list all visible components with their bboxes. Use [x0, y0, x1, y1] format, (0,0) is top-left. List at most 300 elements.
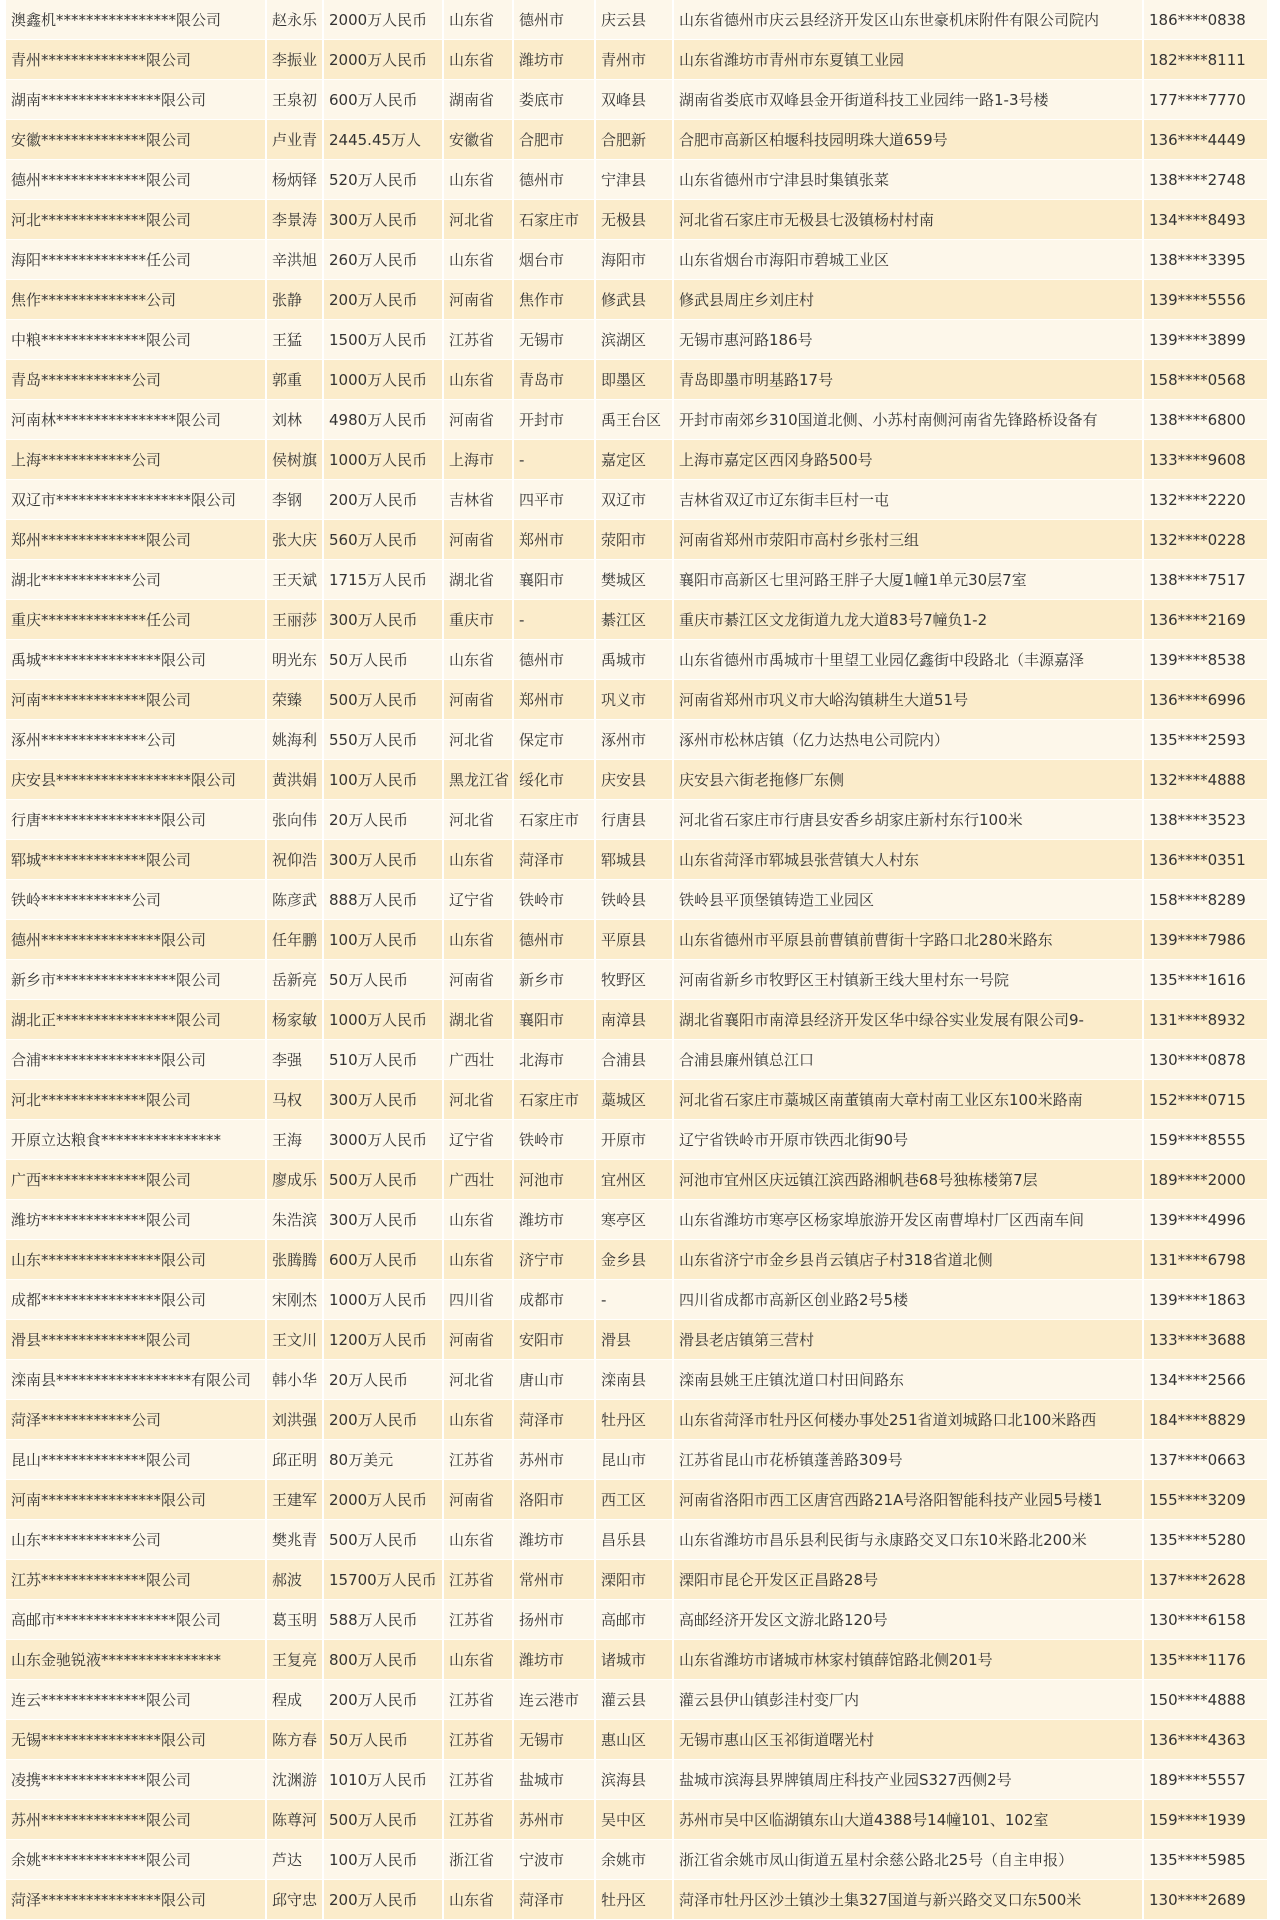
company-name-cell: 郓城**************限公司 [6, 840, 266, 880]
district-cell: 余姚市 [595, 1840, 673, 1880]
table-row [6, 1520, 1268, 1560]
city-cell: 绥化市 [513, 760, 595, 800]
district-cell: 滑县 [595, 1320, 673, 1360]
registered-capital-cell: 500万人民币 [323, 1800, 443, 1840]
address-cell: 山东省德州市庆云县经济开发区山东世豪机床附件有限公司院内 [673, 0, 1143, 40]
company-name-cell: 德州**************限公司 [6, 160, 266, 200]
city-cell: - [513, 440, 595, 480]
province-cell: 山东省 [443, 920, 513, 960]
address-cell: 山东省菏泽市郓城县张营镇大人村东 [673, 840, 1143, 880]
province-cell: 湖北省 [443, 1000, 513, 1040]
phone-cell: 133****3688 [1143, 1320, 1268, 1360]
city-cell: 德州市 [513, 0, 595, 40]
district-cell: 双辽市 [595, 480, 673, 520]
company-name-cell: 重庆**************任公司 [6, 600, 266, 640]
province-cell: 江苏省 [443, 1600, 513, 1640]
company-name-cell: 河北**************限公司 [6, 1080, 266, 1120]
address-cell: 滦南县姚王庄镇沈道口村田间路东 [673, 1360, 1143, 1400]
district-cell: 昆山市 [595, 1440, 673, 1480]
phone-cell: 138****7517 [1143, 560, 1268, 600]
legal-person-cell: 沈渊游 [266, 1760, 323, 1800]
legal-person-cell: 陈彦武 [266, 880, 323, 920]
legal-person-cell: 张静 [266, 280, 323, 320]
legal-person-cell: 卢业青 [266, 120, 323, 160]
address-cell: 修武县周庄乡刘庄村 [673, 280, 1143, 320]
phone-cell: 138****2748 [1143, 160, 1268, 200]
table-row [6, 40, 1268, 80]
district-cell: 藁城区 [595, 1080, 673, 1120]
registered-capital-cell: 1000万人民币 [323, 1000, 443, 1040]
legal-person-cell: 马权 [266, 1080, 323, 1120]
table-row [6, 480, 1268, 520]
address-cell: 开封市南郊乡310国道北侧、小苏村南侧河南省先锋路桥设备有 [673, 400, 1143, 440]
address-cell: 灌云县伊山镇彭洼村变厂内 [673, 1680, 1143, 1720]
legal-person-cell: 陈方春 [266, 1720, 323, 1760]
province-cell: 江苏省 [443, 1760, 513, 1800]
district-cell: 牡丹区 [595, 1400, 673, 1440]
table-row [6, 80, 1268, 120]
district-cell: 西工区 [595, 1480, 673, 1520]
registered-capital-cell: 1200万人民币 [323, 1320, 443, 1360]
table-row [6, 560, 1268, 600]
company-name-cell: 新乡市****************限公司 [6, 960, 266, 1000]
phone-cell: 139****5556 [1143, 280, 1268, 320]
province-cell: 山东省 [443, 160, 513, 200]
table-row [6, 1160, 1268, 1200]
table-row [6, 1040, 1268, 1080]
city-cell: 苏州市 [513, 1440, 595, 1480]
company-name-cell: 合浦****************限公司 [6, 1040, 266, 1080]
address-cell: 庆安县六街老拖修厂东侧 [673, 760, 1143, 800]
address-cell: 溧阳市昆仑开发区正昌路28号 [673, 1560, 1143, 1600]
address-cell: 山东省德州市禹城市十里望工业园亿鑫街中段路北（丰源嘉泽 [673, 640, 1143, 680]
company-name-cell: 双辽市******************限公司 [6, 480, 266, 520]
registered-capital-cell: 500万人民币 [323, 1160, 443, 1200]
legal-person-cell: 任年鹏 [266, 920, 323, 960]
address-cell: 山东省德州市宁津县时集镇张菜 [673, 160, 1143, 200]
province-cell: 山东省 [443, 640, 513, 680]
registered-capital-cell: 300万人民币 [323, 200, 443, 240]
city-cell: 郑州市 [513, 520, 595, 560]
registered-capital-cell: 300万人民币 [323, 600, 443, 640]
table-row [6, 840, 1268, 880]
legal-person-cell: 侯树旗 [266, 440, 323, 480]
table-row [6, 920, 1268, 960]
table-row [6, 120, 1268, 160]
legal-person-cell: 李景涛 [266, 200, 323, 240]
address-cell: 河南省新乡市牧野区王村镇新王线大里村东一号院 [673, 960, 1143, 1000]
legal-person-cell: 黄洪娟 [266, 760, 323, 800]
province-cell: 山东省 [443, 1520, 513, 1560]
registered-capital-cell: 510万人民币 [323, 1040, 443, 1080]
phone-cell: 135****5280 [1143, 1520, 1268, 1560]
registered-capital-cell: 600万人民币 [323, 1240, 443, 1280]
legal-person-cell: 辛洪旭 [266, 240, 323, 280]
city-cell: - [513, 600, 595, 640]
address-cell: 山东省潍坊市寒亭区杨家埠旅游开发区南曹埠村厂区西南车间 [673, 1200, 1143, 1240]
province-cell: 上海市 [443, 440, 513, 480]
city-cell: 石家庄市 [513, 1080, 595, 1120]
address-cell: 河池市宜州区庆远镇江滨西路湘帆巷68号独栋楼第7层 [673, 1160, 1143, 1200]
company-name-cell: 滑县**************限公司 [6, 1320, 266, 1360]
registered-capital-cell: 15700万人民币 [323, 1560, 443, 1600]
phone-cell: 133****9608 [1143, 440, 1268, 480]
table-row [6, 1360, 1268, 1400]
province-cell: 湖北省 [443, 560, 513, 600]
province-cell: 山东省 [443, 360, 513, 400]
company-name-cell: 禹城****************限公司 [6, 640, 266, 680]
district-cell: 惠山区 [595, 1720, 673, 1760]
legal-person-cell: 樊兆青 [266, 1520, 323, 1560]
city-cell: 新乡市 [513, 960, 595, 1000]
legal-person-cell: 张大庆 [266, 520, 323, 560]
province-cell: 辽宁省 [443, 1120, 513, 1160]
company-name-cell: 郑州**************限公司 [6, 520, 266, 560]
address-cell: 河南省郑州市巩义市大峪沟镇耕生大道51号 [673, 680, 1143, 720]
table-row [6, 1280, 1268, 1320]
legal-person-cell: 李强 [266, 1040, 323, 1080]
phone-cell: 159****8555 [1143, 1120, 1268, 1160]
company-name-cell: 德州****************限公司 [6, 920, 266, 960]
table-row [6, 1720, 1268, 1760]
province-cell: 广西壮 [443, 1160, 513, 1200]
legal-person-cell: 郝波 [266, 1560, 323, 1600]
table-row [6, 160, 1268, 200]
phone-cell: 131****8932 [1143, 1000, 1268, 1040]
legal-person-cell: 宋刚杰 [266, 1280, 323, 1320]
phone-cell: 135****1616 [1143, 960, 1268, 1000]
registered-capital-cell: 260万人民币 [323, 240, 443, 280]
table-row [6, 1480, 1268, 1520]
province-cell: 江苏省 [443, 1560, 513, 1600]
city-cell: 成都市 [513, 1280, 595, 1320]
district-cell: 青州市 [595, 40, 673, 80]
address-cell: 涿州市松林店镇（亿力达热电公司院内） [673, 720, 1143, 760]
registered-capital-cell: 20万人民币 [323, 1360, 443, 1400]
legal-person-cell: 杨炳铎 [266, 160, 323, 200]
registered-capital-cell: 100万人民币 [323, 760, 443, 800]
city-cell: 娄底市 [513, 80, 595, 120]
address-cell: 河南省洛阳市西工区唐宫西路21A号洛阳智能科技产业园5号楼1 [673, 1480, 1143, 1520]
registered-capital-cell: 100万人民币 [323, 920, 443, 960]
company-name-cell: 河南林****************限公司 [6, 400, 266, 440]
phone-cell: 137****2628 [1143, 1560, 1268, 1600]
phone-cell: 138****3395 [1143, 240, 1268, 280]
registered-capital-cell: 50万人民币 [323, 1720, 443, 1760]
legal-person-cell: 王文川 [266, 1320, 323, 1360]
phone-cell: 136****4449 [1143, 120, 1268, 160]
phone-cell: 135****5985 [1143, 1840, 1268, 1880]
phone-cell: 135****1176 [1143, 1640, 1268, 1680]
company-name-cell: 凌携**************限公司 [6, 1760, 266, 1800]
legal-person-cell: 王海 [266, 1120, 323, 1160]
city-cell: 常州市 [513, 1560, 595, 1600]
table-row [6, 1600, 1268, 1640]
table-row [6, 640, 1268, 680]
district-cell: 行唐县 [595, 800, 673, 840]
district-cell: 昌乐县 [595, 1520, 673, 1560]
city-cell: 四平市 [513, 480, 595, 520]
city-cell: 德州市 [513, 160, 595, 200]
registered-capital-cell: 1000万人民币 [323, 440, 443, 480]
legal-person-cell: 刘洪强 [266, 1400, 323, 1440]
legal-person-cell: 赵永乐 [266, 0, 323, 40]
city-cell: 无锡市 [513, 1720, 595, 1760]
city-cell: 铁岭市 [513, 880, 595, 920]
address-cell: 山东省德州市平原县前曹镇前曹街十字路口北280米路东 [673, 920, 1143, 960]
district-cell: 宁津县 [595, 160, 673, 200]
address-cell: 盐城市滨海县界牌镇周庄科技产业园S327西侧2号 [673, 1760, 1143, 1800]
company-name-cell: 无锡****************限公司 [6, 1720, 266, 1760]
address-cell: 浙江省余姚市凤山街道五星村余慈公路北25号（自主申报） [673, 1840, 1143, 1880]
address-cell: 合肥市高新区柏堰科技园明珠大道659号 [673, 120, 1143, 160]
company-name-cell: 庆安县******************限公司 [6, 760, 266, 800]
district-cell: 高邮市 [595, 1600, 673, 1640]
address-cell: 无锡市惠河路186号 [673, 320, 1143, 360]
city-cell: 潍坊市 [513, 1200, 595, 1240]
province-cell: 河北省 [443, 800, 513, 840]
district-cell: 滦南县 [595, 1360, 673, 1400]
company-name-cell: 湖北正****************限公司 [6, 1000, 266, 1040]
province-cell: 浙江省 [443, 1840, 513, 1880]
company-name-cell: 河北**************限公司 [6, 200, 266, 240]
table-row [6, 1240, 1268, 1280]
city-cell: 洛阳市 [513, 1480, 595, 1520]
address-cell: 上海市嘉定区西冈身路500号 [673, 440, 1143, 480]
registered-capital-cell: 100万人民币 [323, 1840, 443, 1880]
company-name-cell: 海阳**************任公司 [6, 240, 266, 280]
city-cell: 盐城市 [513, 1760, 595, 1800]
city-cell: 郑州市 [513, 680, 595, 720]
city-cell: 潍坊市 [513, 1640, 595, 1680]
table-row [6, 1800, 1268, 1840]
district-cell: 嘉定区 [595, 440, 673, 480]
table-row [6, 240, 1268, 280]
company-name-cell: 菏泽****************限公司 [6, 1880, 266, 1920]
district-cell: 禹王台区 [595, 400, 673, 440]
district-cell: 滨湖区 [595, 320, 673, 360]
city-cell: 安阳市 [513, 1320, 595, 1360]
legal-person-cell: 杨家敏 [266, 1000, 323, 1040]
district-cell: 南漳县 [595, 1000, 673, 1040]
company-name-cell: 涿州**************公司 [6, 720, 266, 760]
province-cell: 山东省 [443, 1400, 513, 1440]
district-cell: 金乡县 [595, 1240, 673, 1280]
table-row [6, 1080, 1268, 1120]
province-cell: 河南省 [443, 280, 513, 320]
company-name-cell: 成都****************限公司 [6, 1280, 266, 1320]
legal-person-cell: 李钢 [266, 480, 323, 520]
province-cell: 河北省 [443, 1360, 513, 1400]
city-cell: 合肥市 [513, 120, 595, 160]
province-cell: 江苏省 [443, 320, 513, 360]
table-row [6, 880, 1268, 920]
city-cell: 北海市 [513, 1040, 595, 1080]
address-cell: 高邮经济开发区文游北路120号 [673, 1600, 1143, 1640]
phone-cell: 132****2220 [1143, 480, 1268, 520]
address-cell: 湖南省娄底市双峰县金开街道科技工业园纬一路1-3号楼 [673, 80, 1143, 120]
address-cell: 山东省潍坊市青州市东夏镇工业园 [673, 40, 1143, 80]
registered-capital-cell: 200万人民币 [323, 1680, 443, 1720]
province-cell: 广西壮 [443, 1040, 513, 1080]
province-cell: 山东省 [443, 1200, 513, 1240]
registered-capital-cell: 800万人民币 [323, 1640, 443, 1680]
table-row [6, 680, 1268, 720]
phone-cell: 150****4888 [1143, 1680, 1268, 1720]
province-cell: 河南省 [443, 680, 513, 720]
province-cell: 河南省 [443, 960, 513, 1000]
company-name-cell: 河南****************限公司 [6, 1480, 266, 1520]
legal-person-cell: 荣臻 [266, 680, 323, 720]
phone-cell: 186****0838 [1143, 0, 1268, 40]
legal-person-cell: 程成 [266, 1680, 323, 1720]
table-row [6, 400, 1268, 440]
table-row [6, 1760, 1268, 1800]
legal-person-cell: 岳新亮 [266, 960, 323, 1000]
province-cell: 江苏省 [443, 1680, 513, 1720]
phone-cell: 130****6158 [1143, 1600, 1268, 1640]
phone-cell: 136****6996 [1143, 680, 1268, 720]
table-row [6, 1440, 1268, 1480]
address-cell: 河北省石家庄市无极县七汲镇杨村村南 [673, 200, 1143, 240]
registered-capital-cell: 550万人民币 [323, 720, 443, 760]
city-cell: 扬州市 [513, 1600, 595, 1640]
province-cell: 辽宁省 [443, 880, 513, 920]
province-cell: 山东省 [443, 240, 513, 280]
district-cell: 合浦县 [595, 1040, 673, 1080]
registered-capital-cell: 200万人民币 [323, 280, 443, 320]
district-cell: 平原县 [595, 920, 673, 960]
legal-person-cell: 邱正明 [266, 1440, 323, 1480]
city-cell: 潍坊市 [513, 1520, 595, 1560]
table-row [6, 720, 1268, 760]
table-row [6, 1400, 1268, 1440]
address-cell: 青岛即墨市明基路17号 [673, 360, 1143, 400]
registered-capital-cell: 50万人民币 [323, 640, 443, 680]
company-name-cell: 广西**************限公司 [6, 1160, 266, 1200]
city-cell: 青岛市 [513, 360, 595, 400]
district-cell: 吴中区 [595, 1800, 673, 1840]
registered-capital-cell: 300万人民币 [323, 1080, 443, 1120]
phone-cell: 132****4888 [1143, 760, 1268, 800]
table-row [6, 1000, 1268, 1040]
registered-capital-cell: 1000万人民币 [323, 1280, 443, 1320]
district-cell: 双峰县 [595, 80, 673, 120]
district-cell: 海阳市 [595, 240, 673, 280]
province-cell: 河北省 [443, 200, 513, 240]
phone-cell: 158****8289 [1143, 880, 1268, 920]
registered-capital-cell: 500万人民币 [323, 1520, 443, 1560]
district-cell: 宜州区 [595, 1160, 673, 1200]
company-name-cell: 潍坊**************限公司 [6, 1200, 266, 1240]
address-cell: 辽宁省铁岭市开原市铁西北街90号 [673, 1120, 1143, 1160]
table-row [6, 200, 1268, 240]
table-row [6, 0, 1268, 40]
table-row [6, 1120, 1268, 1160]
legal-person-cell: 张腾腾 [266, 1240, 323, 1280]
table-row [6, 800, 1268, 840]
city-cell: 河池市 [513, 1160, 595, 1200]
table-row [6, 320, 1268, 360]
company-name-cell: 苏州**************限公司 [6, 1800, 266, 1840]
registered-capital-cell: 2000万人民币 [323, 0, 443, 40]
registered-capital-cell: 2000万人民币 [323, 1480, 443, 1520]
address-cell: 铁岭县平顶堡镇铸造工业园区 [673, 880, 1143, 920]
registered-capital-cell: 200万人民币 [323, 1880, 443, 1920]
district-cell: 修武县 [595, 280, 673, 320]
registered-capital-cell: 80万美元 [323, 1440, 443, 1480]
district-cell: 诸城市 [595, 1640, 673, 1680]
table-row [6, 760, 1268, 800]
address-cell: 苏州市吴中区临湖镇东山大道4388号14幢101、102室 [673, 1800, 1143, 1840]
company-name-cell: 湖南****************限公司 [6, 80, 266, 120]
province-cell: 河南省 [443, 400, 513, 440]
phone-cell: 139****3899 [1143, 320, 1268, 360]
province-cell: 吉林省 [443, 480, 513, 520]
company-name-cell: 湖北************公司 [6, 560, 266, 600]
phone-cell: 139****7986 [1143, 920, 1268, 960]
registered-capital-cell: 588万人民币 [323, 1600, 443, 1640]
district-cell: 铁岭县 [595, 880, 673, 920]
table-row [6, 440, 1268, 480]
province-cell: 河北省 [443, 720, 513, 760]
legal-person-cell: 王猛 [266, 320, 323, 360]
address-cell: 山东省潍坊市昌乐县利民街与永康路交叉口东10米路北200米 [673, 1520, 1143, 1560]
address-cell: 河北省石家庄市行唐县安香乡胡家庄新村东行100米 [673, 800, 1143, 840]
city-cell: 菏泽市 [513, 840, 595, 880]
district-cell: 綦江区 [595, 600, 673, 640]
city-cell: 济宁市 [513, 1240, 595, 1280]
city-cell: 保定市 [513, 720, 595, 760]
district-cell: 巩义市 [595, 680, 673, 720]
table-row [6, 1560, 1268, 1600]
company-name-cell: 青州**************限公司 [6, 40, 266, 80]
province-cell: 山东省 [443, 40, 513, 80]
address-cell: 襄阳市高新区七里河路王胖子大厦1幢1单元30层7室 [673, 560, 1143, 600]
city-cell: 烟台市 [513, 240, 595, 280]
legal-person-cell: 祝仰浩 [266, 840, 323, 880]
phone-cell: 134****2566 [1143, 1360, 1268, 1400]
phone-cell: 158****0568 [1143, 360, 1268, 400]
city-cell: 焦作市 [513, 280, 595, 320]
table-row [6, 280, 1268, 320]
province-cell: 江苏省 [443, 1440, 513, 1480]
legal-person-cell: 王天斌 [266, 560, 323, 600]
registered-capital-cell: 50万人民币 [323, 960, 443, 1000]
city-cell: 德州市 [513, 640, 595, 680]
table-row [6, 1840, 1268, 1880]
company-name-cell: 青岛************公司 [6, 360, 266, 400]
address-cell: 湖北省襄阳市南漳县经济开发区华中绿谷实业发展有限公司9- [673, 1000, 1143, 1040]
district-cell: - [595, 1280, 673, 1320]
table-row [6, 1880, 1268, 1920]
district-cell: 溧阳市 [595, 1560, 673, 1600]
legal-person-cell: 李振业 [266, 40, 323, 80]
district-cell: 牧野区 [595, 960, 673, 1000]
phone-cell: 139****4996 [1143, 1200, 1268, 1240]
city-cell: 铁岭市 [513, 1120, 595, 1160]
address-cell: 吉林省双辽市辽东街丰巨村一屯 [673, 480, 1143, 520]
district-cell: 即墨区 [595, 360, 673, 400]
address-cell: 山东省济宁市金乡县肖云镇店子村318省道北侧 [673, 1240, 1143, 1280]
phone-cell: 132****0228 [1143, 520, 1268, 560]
province-cell: 重庆市 [443, 600, 513, 640]
city-cell: 菏泽市 [513, 1400, 595, 1440]
company-name-cell: 焦作**************公司 [6, 280, 266, 320]
company-name-cell: 昆山**************限公司 [6, 1440, 266, 1480]
company-name-cell: 高邮市****************限公司 [6, 1600, 266, 1640]
phone-cell: 189****2000 [1143, 1160, 1268, 1200]
